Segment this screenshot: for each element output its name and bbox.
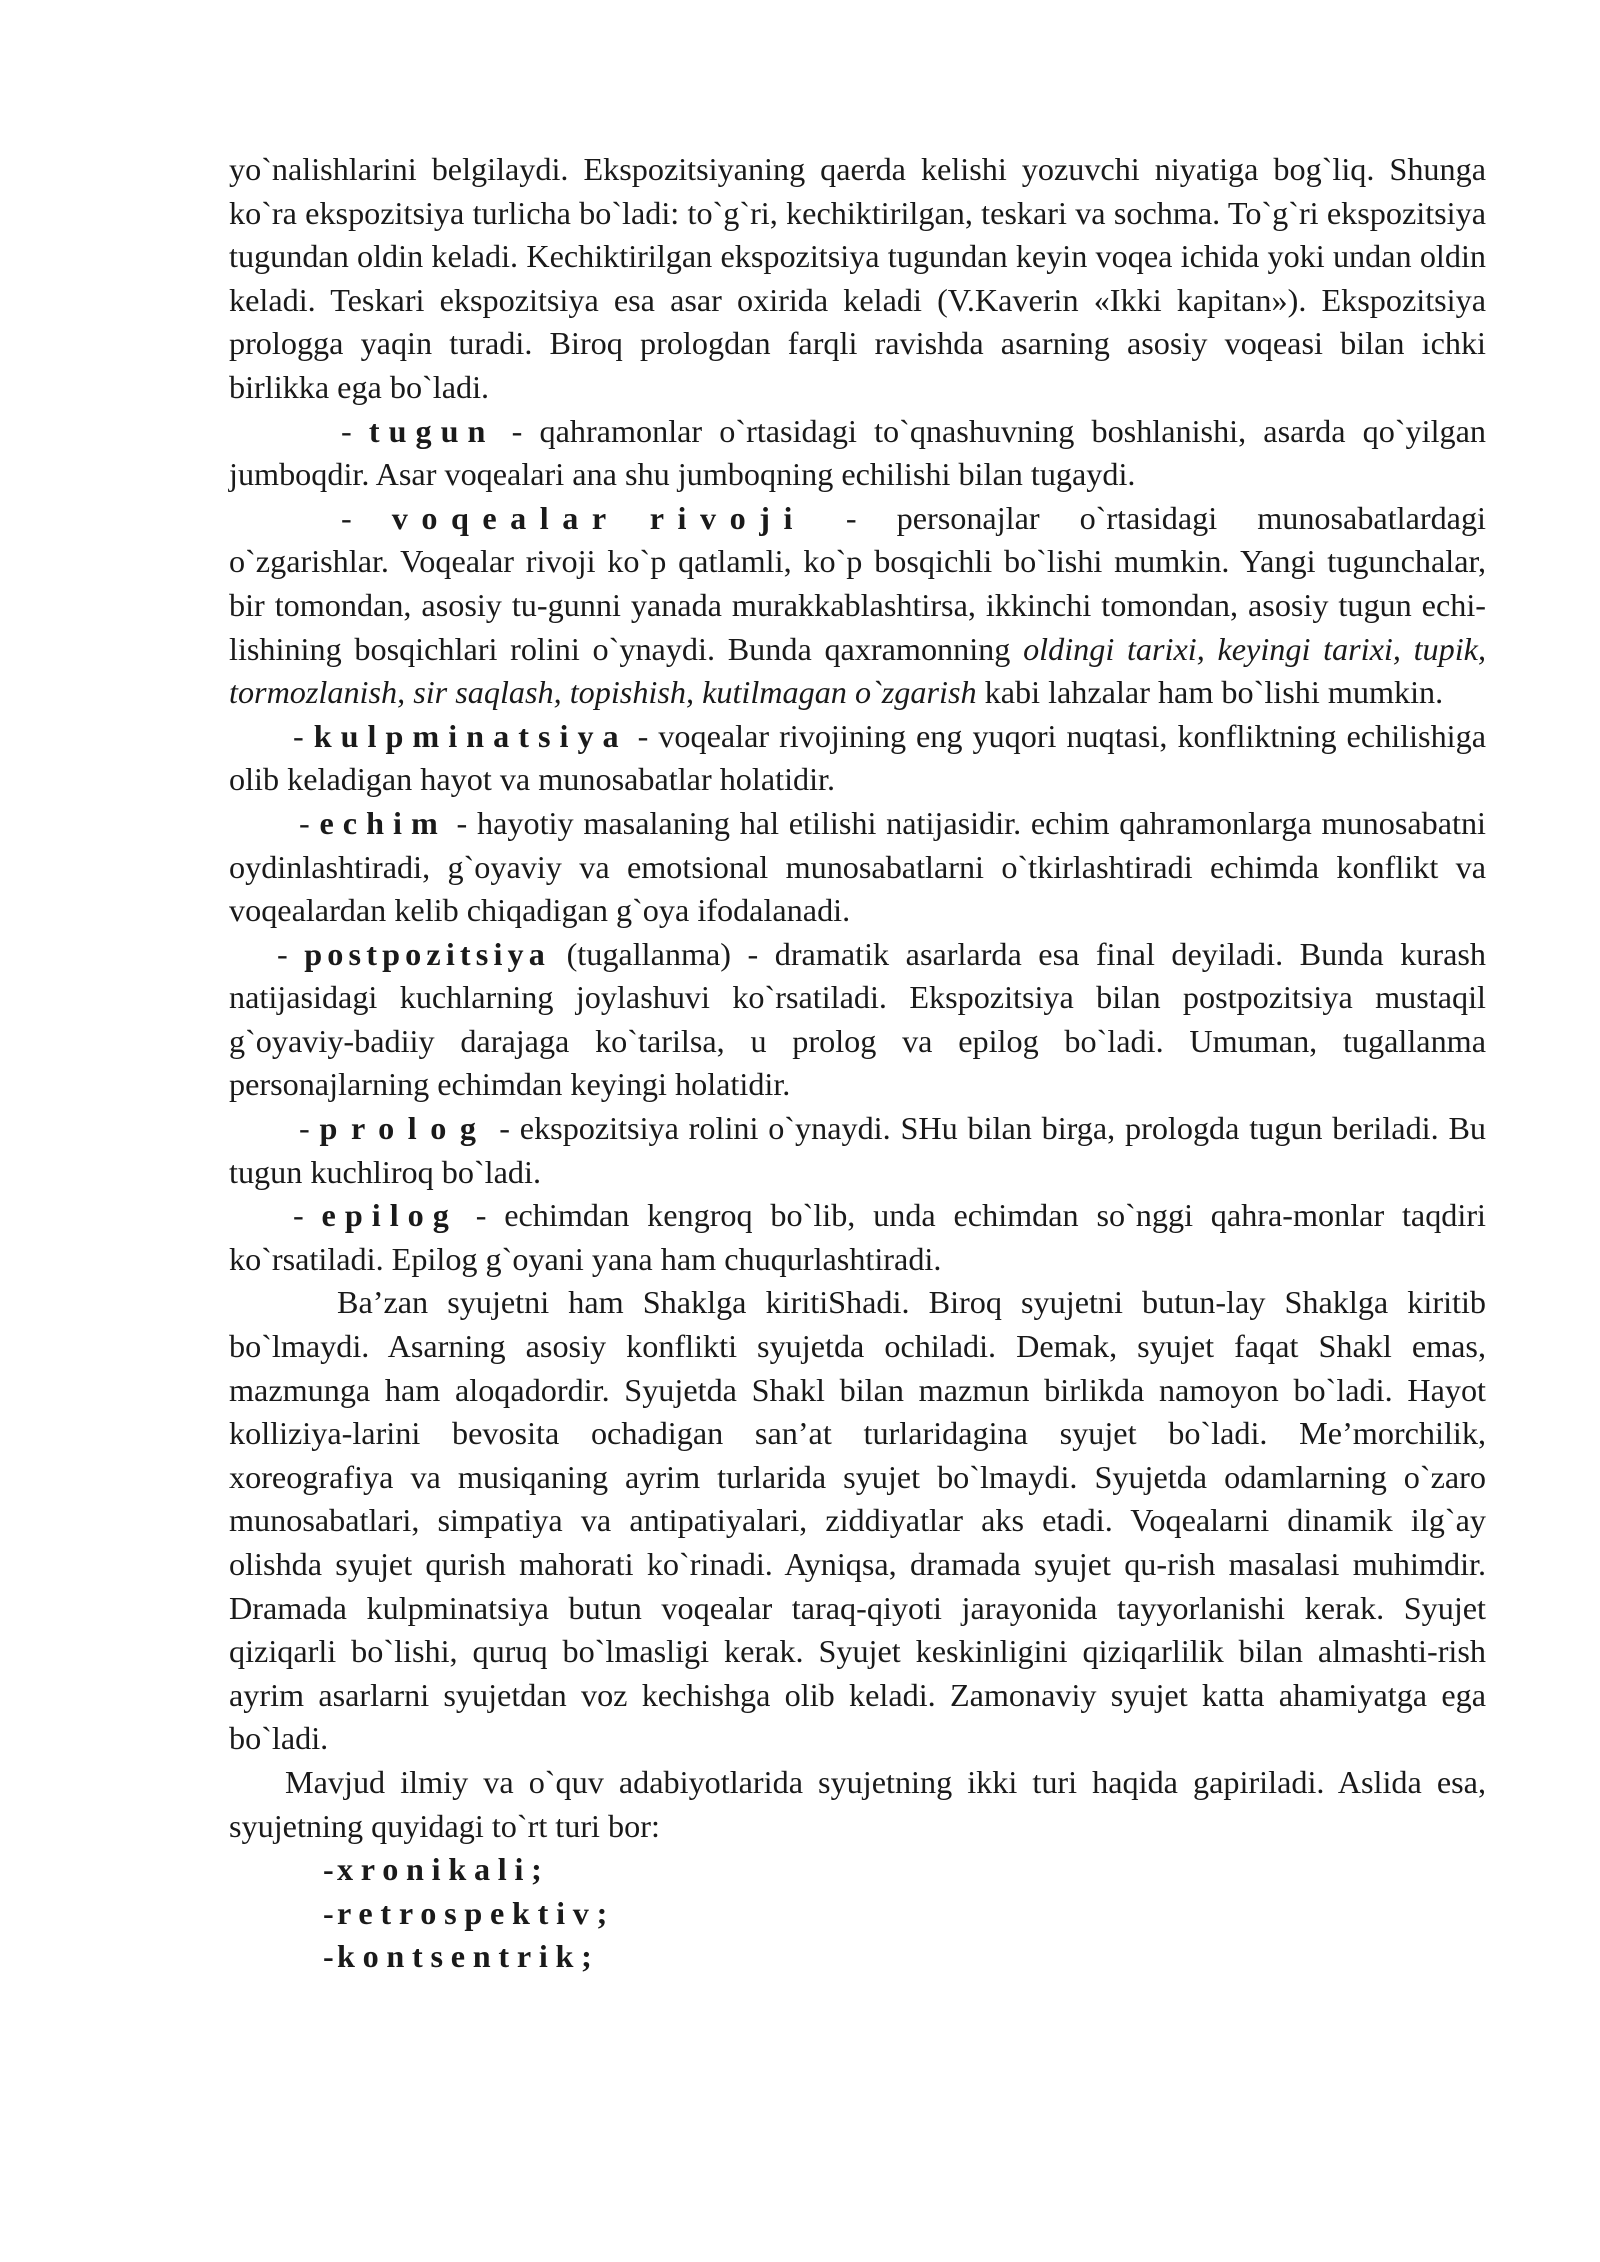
term-voqealar: voqealar [391, 499, 620, 536]
paragraph-epilog [229, 1194, 1486, 1281]
term-dash: - [293, 1197, 322, 1234]
term-prolog: prolog [319, 1110, 490, 1147]
paragraph-postpozitsiya [229, 933, 1486, 1107]
term-epilog: epilog [321, 1197, 458, 1234]
list-dash: - [323, 1851, 337, 1888]
paragraph-syujet-types: Mavjud ilmiy va o`quv adabiyotlarida syujetning ikki turi haqida gapiriladi. Aslida esa, syujetning quyidagi to`rt turi bor: [229, 1763, 1486, 1844]
term-dash: - [341, 412, 369, 449]
term-postpozitsiya: postpozitsiya [304, 935, 551, 972]
list-label: kontsentrik; [336, 1938, 600, 1975]
definition-text: - voqealar rivojining eng yuqori nuqtasi, konfliktning echilishiga olib keladigan hayot va munosabatlar holatidir. [229, 717, 1486, 798]
paragraph-echim [229, 802, 1486, 933]
list-dash: - [323, 1938, 337, 1975]
term-rivoji: rivoji [649, 499, 806, 536]
definition-text: - qahramonlar o`rtasidagi to`qnashuvning boshlanishi, asarda qo`yilgan jumboqdir. Asar voqealari ana shu jumboqning echilishi bilan tugaydi. [229, 412, 1487, 493]
definition-text-end: kabi lahzalar ham bo`lishi mumkin. [976, 674, 1444, 711]
paragraph-voqealar-rivoji [229, 497, 1486, 715]
term-dash: - [341, 499, 392, 536]
paragraph-prolog [229, 1107, 1486, 1194]
term-kulpminatsiya: kulpminatsiya [313, 717, 628, 754]
italic-list: oldingi tarixi, keyingi tarixi, tupik, tormozlanish, sir saqlash, topishish, kutilmagan o`zgarish [229, 630, 1486, 711]
paragraph-tugun [229, 410, 1486, 497]
paragraph-kulminatsiya [229, 715, 1486, 802]
term-dash: - [293, 717, 314, 754]
term-dash: - [299, 804, 320, 841]
list-label: retrospektiv; [336, 1894, 616, 1931]
document-page [229, 148, 1486, 1979]
definition-text: - personajlar o`rtasidagi munosabatlardagi o`zgarishlar. Voqealar rivoji ko`p qatlamli, ko`p bosqichli bo`lishi mumkin. Yangi tugunchalar, bir tomondan, asosiy tu-gunni yanada murakkablashtirsa, ikkinchi tomondan, asosiy tugun echi-lishining bosqichlari rolini o`ynaydi. Bunda qaxramonning [229, 499, 1487, 667]
term-tugun: tugun [368, 412, 495, 449]
term-dash: - [299, 1110, 320, 1147]
definition-text: - hayotiy masalaning hal etilishi natijasidir. echim qahramonlarga munosabatni oydinlashtiradi, g`oyaviy va emotsional munosabatlarni o`tkirlashtiradi echimda konflikt va voqealardan kelib chiqadigan g`oya ifodalanadi. [229, 804, 1487, 929]
paragraph-exposition: yo`nalishlarini belgilaydi. Ekspozitsiyaning qaerda kelishi yozuvchi niyatiga bog`liq. Shunga ko`ra ekspozitsiya turlicha bo`ladi: to`g`ri, kechiktirilgan, teskari va sochma. To`g`ri ekspozitsiya tugundan oldin keladi. Kechiktirilgan ekspozitsiya tugundan keyin voqea ichida yoki undan oldin keladi. Teskari ekspozitsiya esa asar oxirida keladi (V.Kaverin «Ikki kapitan»). Ekspozitsiya prologga yaqin turadi. Biroq prologdan farqli ravishda asarning asosiy voqeasi bilan ichki birlikka ega bo`ladi. [229, 151, 1486, 405]
list-item-xronikali [229, 1848, 1486, 1892]
definition-text: (tugallanma) - dramatik asarlarda esa final deyiladi. Bunda kurash natijasidagi kuchlarning joylashuvi ko`rsatiladi. Ekspozitsiya bilan postpozitsiya mustaqil g`oyaviy-badiiy darajaga ko`tarilsa, u prolog va epilog bo`ladi. Umuman, tugallanma personajlarning echimdan keyingi holatidir. [229, 935, 1487, 1103]
definition-text: - ekspozitsiya rolini o`ynaydi. SHu bilan birga, prologda tugun beriladi. Bu tugun kuchliroq bo`ladi. [229, 1110, 1487, 1190]
list-label: xronikali; [336, 1851, 550, 1888]
term-dash: - [277, 935, 305, 972]
paragraph-syujet: Ba’zan syujetni ham Shaklga kiritiShadi. Biroq syujetni butun-lay Shaklga kiritib bo`lmaydi. Asarning asosiy konflikti syujetda ochiladi. Demak, syujet faqat Shakl emas, mazmunga ham aloqadordir. Syujetda Shakl bilan mazmun birlikda namoyon bo`ladi. Hayot kolliziya-larini bevosita ochadigan san’at turlaridagina syujet bo`ladi. Me’morchilik, xoreografiya va musiqaning ayrim turlarida syujet bo`lmaydi. Syujetda odamlarning o`zaro munosabatlari, simpatiya va antipatiyalari, ziddiyatlar aks etadi. Voqealarni dinamik ilg`ay olishda syujet qurish mahorati ko`rinadi. Ayniqsa, dramada syujet qu-rish masalasi muhimdir. Dramada kulpminatsiya butun voqealar taraq-qiyoti jarayonida tayyorlanishi kerak. Syujet qiziqarli bo`lishi, quruq bo`lmasligi kerak. Syujet keskinligini qiziqarlilik bilan almashti-rish ayrim asarlarni syujetdan voz kechishga olib keladi. Zamonaviy syujet katta ahamiyatga ega bo`ladi. [229, 1284, 1486, 1757]
term-echim: echim [319, 804, 447, 841]
definition-text: - echimdan kengroq bo`lib, unda echimdan so`nggi qahra-monlar taqdiri ko`rsatiladi. Epilog g`oyani yana ham chuqurlashtiradi. [229, 1197, 1487, 1277]
list-item-retrospektiv [229, 1892, 1486, 1936]
list-item-kontsentrik [229, 1935, 1486, 1979]
list-dash: - [323, 1894, 337, 1931]
